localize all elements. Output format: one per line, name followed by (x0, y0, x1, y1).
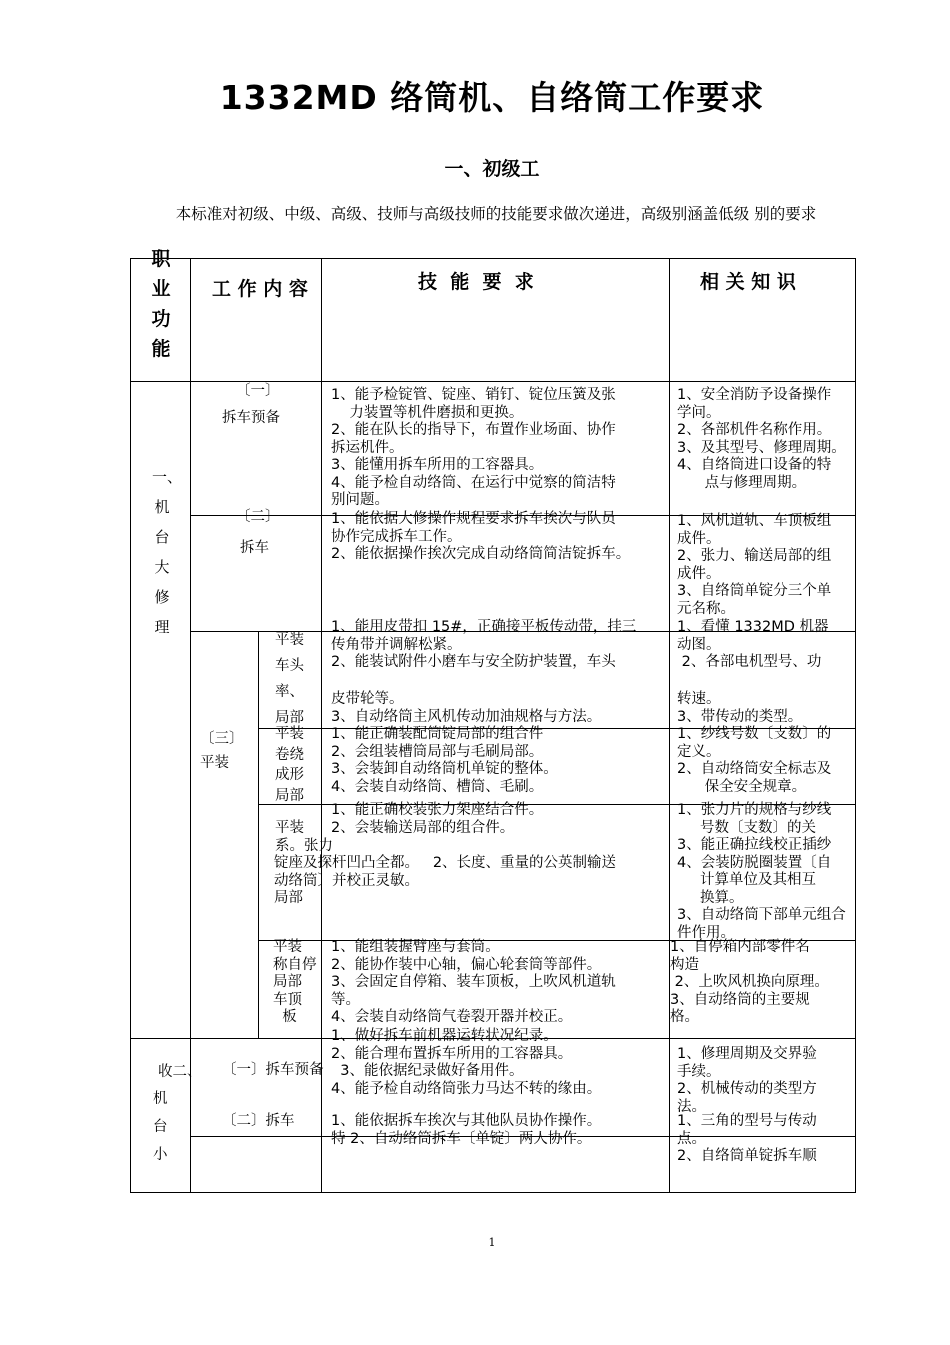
s2-knowledge: 1、风机道轨、车顶板组 成件。 2、张力、输送局部的组 成件。 3、自络筒单锭分三个单 元名称。 (677, 513, 832, 617)
p3-skills: 1、能正确校装张力架座结合件。 2、会装输送局部的组合件。 (331, 802, 544, 836)
s3-label: 〔三〕 平装 (200, 731, 244, 771)
section2-label-a: 收二、 (158, 1064, 202, 1080)
header-function: 职业功能 (151, 248, 171, 360)
section2-s2: 〔二〕拆车 (222, 1113, 295, 1129)
p2-skills: 1、能正确装配筒锭局部的组合件 2、会组装槽筒局部与毛刷局部。 3、会装卸自动络筒机单锭的整体。 4、会装自动络筒、槽筒、毛刷。 (331, 726, 558, 795)
p1-name: 平装 车头 率、 局部 (275, 632, 304, 726)
section-subtitle: 一、初级工 (444, 158, 540, 180)
s1-number: 〔一〕 (236, 383, 280, 399)
section2-s1: 〔一〕拆车预备 (222, 1062, 324, 1078)
p2-knowledge: 1、纱线号数〔支数〕的 定义。 2、自动络筒安全标志及 保全安全规章。 (677, 726, 832, 795)
p1-knowledge-b: 转速。 3、带传动的类型。 (677, 691, 803, 725)
section2-s1-knowledge: 1、修理周期及交界验 手续。 2、机械传动的类型方 法。 (677, 1046, 817, 1115)
p3-name-continued: 锭座及探杆凹凸全都。 2、长度、重量的公英制输送 动络筒〕并校正灵敏。 局部 (274, 855, 617, 906)
s2-number: 〔二〕 (236, 509, 280, 525)
section2-label-b: 机 台 小 (153, 1091, 168, 1163)
section1-label: 一、机台大修理 (152, 468, 183, 636)
s1-knowledge: 1、安全消防予设备操作 学问。 2、各部机件名称作用。 3、及其型号、修理周期。 4、自络筒进口设备的特 点与修理周期。 (677, 387, 846, 491)
p1-skills-b: 皮带轮等。 3、自动络筒主风机传动加油规格与方法。 (331, 691, 602, 725)
section2-s2-skills: 1、能依据拆车挨次与其他队员协作操作。 特 2、自动络筒拆车〔单锭〕两人协作。 (331, 1113, 602, 1147)
header-content: 工 作 内 容 (212, 278, 308, 300)
header-skills: 技 能 要 求 (418, 271, 534, 293)
page-title: 1332MD 络筒机、自络筒工作要求 (219, 78, 765, 117)
intro-text: 本标准对初级、中级、高级、技师与高级技师的技能要求做次递进，高级别涵盖低级 别的要求 (175, 205, 817, 223)
section2-s1-skills: 1、做好拆车前机器运转状况纪录。 2、能合理布置拆车所用的工容器具。 3、能依据纪录做好备用件。 4、能予检自动络筒张力马达不转的缘由。 (331, 1028, 602, 1097)
s2-name: 拆车 (240, 540, 269, 556)
p2-name: 平装 卷绕 成形 局部 (275, 726, 304, 804)
header-knowledge: 相 关 知 识 (700, 271, 796, 293)
p4-name: 平装 称自停 局部 车顶 板 (273, 939, 317, 1025)
p1-knowledge-a: 1、看懂 1332MD 机器 动图。 2、各部电机型号、功 (677, 619, 829, 670)
section2-s2-knowledge: 1、三角的型号与传动 点。 2、自络筒单锭拆车顺 (677, 1113, 817, 1164)
s1-skills: 1、能予检锭管、锭座、销钉、锭位压簧及张 力装置等机件磨损和更换。 2、能在队长的指导下，布置作业场面、协作 拆运机件。 3、能懂用拆车所用的工容器具。 4、能予检自动络筒、在运行中觉察的简洁特 别问题。 (331, 387, 616, 508)
p4-knowledge: 1、自停箱内部零件名 构造 2、上吹风机换向原理。 3、自动络筒的主要规 格。 (670, 939, 829, 1025)
p3-knowledge: 1、张力片的规格与纱线 号数〔支数〕的关 3、能正确拉线校正插纱 4、会装防脱圈装置〔自 计算单位及其相互 换算。 3、自动络筒下部单元组合 件作用。 (677, 802, 846, 941)
s1-name: 拆车预备 (222, 410, 280, 426)
page-number: 1 (488, 1236, 496, 1249)
s2-skills: 1、能依据大修操作规程要求拆车挨次与队员 协作完成拆车工作。 2、能依据操作挨次完成自动络筒简洁锭拆车。 (331, 511, 631, 562)
p4-skills: 1、能组装握臂座与套筒。 2、能协作装中心轴，偏心轮套筒等部件。 3、会固定自停箱、装车顶板，上吹风机道轨 等。 4、会装自动络筒气卷裂开器并校正。 (331, 939, 616, 1025)
p1-skills-a: 1、能用皮带扣 15#，正确接平板传动带，挂三 传角带并调解松紧。 2、能装试附件小磨车与安全防护装置，车头 (331, 619, 637, 670)
p3-name: 平装 系。张力 (275, 820, 333, 854)
